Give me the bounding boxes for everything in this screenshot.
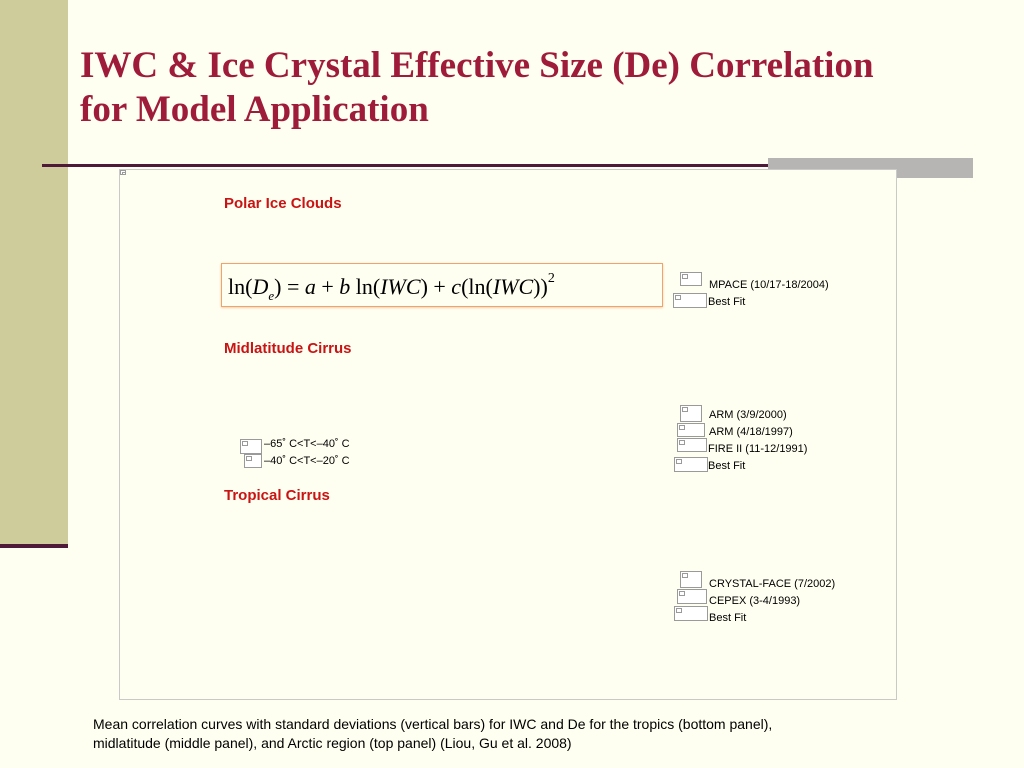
legend-cepex: CEPEX (3-4/1993) (709, 595, 801, 607)
formula-plus1: + (315, 274, 340, 299)
temp-symbol-icon (244, 454, 262, 468)
temp-range-cold: –65˚ C<T<–40˚ C (264, 438, 350, 450)
svg-text:ln(De) = a + b ln(IWC) + c(ln( (228, 271, 555, 303)
legend-line-icon (674, 457, 708, 472)
correlation-formula (221, 263, 663, 307)
figure-caption (93, 715, 943, 753)
legend-best-fit-tropical: Best Fit (709, 612, 747, 624)
legend-arm-2000: ARM (3/9/2000) (709, 409, 787, 421)
title-line-2: for Model Application (80, 89, 429, 130)
slide-title (80, 44, 980, 132)
formula-iwc-2: IWC (492, 274, 534, 299)
temp-symbol-icon (240, 439, 262, 454)
legend-symbol-icon (680, 405, 702, 422)
legend-best-fit-polar: Best Fit (708, 296, 746, 308)
legend-symbol-icon (677, 423, 705, 437)
section-label-polar: Polar Ice Clouds (224, 195, 342, 212)
legend-line-icon (674, 606, 708, 621)
legend-mpace: MPACE (10/17-18/2004) (709, 279, 829, 291)
formula-iwc: IWC (380, 274, 421, 299)
legend-line-icon (673, 293, 707, 308)
legend-symbol-icon (677, 589, 707, 604)
section-label-tropical: Tropical Cirrus (224, 487, 330, 504)
formula-ln3: (ln( (461, 274, 493, 299)
legend-arm-1997: ARM (4/18/1997) (709, 426, 793, 438)
legend-best-fit-mid: Best Fit (708, 460, 746, 472)
caption-line-1: Mean correlation curves with standard deviations (vertical bars) for IWC and De for the tropics (bottom panel), (93, 716, 773, 732)
formula-ln-open: ln( (228, 274, 253, 299)
formula-d: D (252, 274, 269, 299)
title-line-1: IWC & Ice Crystal Effective Size (De) Correlation (80, 45, 874, 86)
formula-ln2: ln( (350, 274, 381, 299)
legend-crystal-face: CRYSTAL-FACE (7/2002) (709, 578, 836, 590)
formula-a: a (304, 274, 316, 299)
formula-b: b (339, 274, 351, 299)
legend-symbol-icon (677, 438, 707, 452)
left-accent-rule (0, 544, 68, 548)
legend-symbol-icon (680, 272, 702, 286)
formula-sub-e: e (268, 288, 275, 303)
caption-line-2: midlatitude (middle panel), and Arctic region (top panel) (Liou, Gu et al. 2008) (93, 735, 572, 751)
temp-range-warm: –40˚ C<T<–20˚ C (264, 455, 350, 467)
formula-exp: 2 (547, 271, 555, 286)
formula-part2: ) + (420, 274, 452, 299)
legend-fire-ii: FIRE II (11-12/1991) (708, 443, 808, 455)
formula-part1: ) = (274, 274, 305, 299)
section-label-midlatitude: Midlatitude Cirrus (224, 340, 352, 357)
formula-c: c (451, 274, 462, 299)
broken-image-icon (120, 170, 126, 175)
legend-symbol-icon (680, 571, 702, 588)
left-accent-bar (0, 0, 68, 545)
formula-close: )) (533, 274, 548, 299)
